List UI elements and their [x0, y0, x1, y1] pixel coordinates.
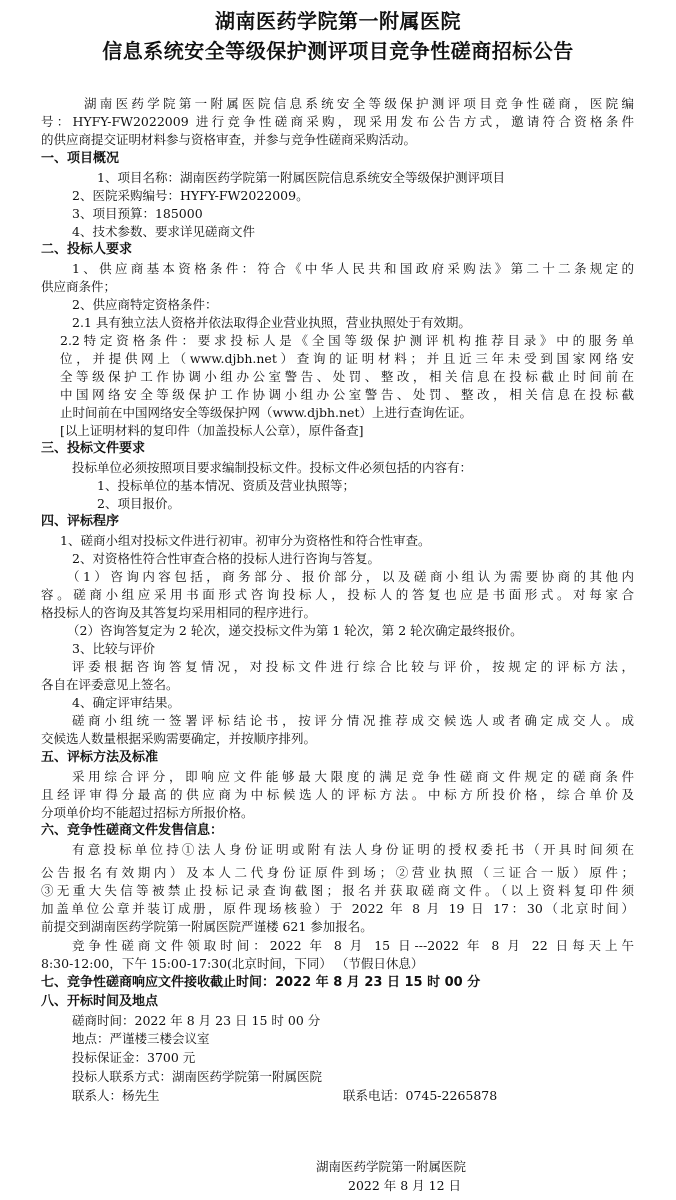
- procedure-line: 容。磋商小组应采用书面形式咨询投标人，投标人的答复也应是书面形式。对每家合: [41, 587, 634, 602]
- procedure-line: 3、比较与评价: [72, 641, 155, 656]
- footer-organization: 湖南医药学院第一附属医院: [316, 1159, 467, 1174]
- procedure-line: 各自在评委意见上签名。: [41, 677, 179, 692]
- requirement-line: 全等级保护工作协调小组办公室警告、处罚、整改，相关信息在投标截止时间前在: [60, 369, 634, 384]
- project-budget: 3、项目预算：185000: [72, 206, 203, 221]
- section-heading-bidder-requirements: 二、投标人要求: [41, 242, 133, 257]
- section-heading-opening-time-place: 八、开标时间及地点: [41, 994, 159, 1009]
- bid-document-line: 2、项目报价。: [97, 496, 180, 511]
- requirement-line: 止时间前在中国网络安全等级保护网（www.djbh.net）上进行查询佐证。: [60, 405, 472, 420]
- section-heading-response-deadline: 七、竞争性磋商响应文件接收截止时间：2022 年 8 月 23 日 15 时 00 分: [41, 975, 481, 990]
- sale-line: 有意投标单位持①法人身份证明或附有法人身份证明的授权委托书（开具时间须在: [72, 842, 634, 857]
- requirement-line: 2.1 具有独立法人资格并依法取得企业营业执照，营业执照处于有效期。: [72, 315, 471, 330]
- sale-line: 公告报名有效期内）及本人二代身份证原件到场；②营业执照（三证合一版）原件；: [41, 865, 634, 880]
- intro-line: 湖南医药学院第一附属医院信息系统安全等级保护测评项目竞争性磋商，医院编: [84, 96, 634, 111]
- section-heading-document-sale: 六、竞争性磋商文件发售信息：: [41, 823, 224, 838]
- bid-document-line: 投标单位必须按照项目要求编制投标文件。投标文件必须包括的内容有：: [72, 460, 473, 475]
- purchase-number: 2、医院采购编号：HYFY-FW2022009。: [72, 188, 309, 203]
- procedure-line: 1、磋商小组对投标文件进行初审。初审分为资格性和符合性审查。: [60, 533, 431, 548]
- procedure-line: （2）咨询答复定为 2 轮次，递交投标文件为第 1 轮次，第 2 轮次确定最终报价。: [67, 623, 523, 638]
- procedure-line: 评委根据咨询答复情况，对投标文件进行综合比较与评价，按规定的评标方法，: [72, 659, 634, 674]
- method-line: 且经评审得分最高的供应商为中标候选人的评标方法。中标方所投价格，综合单价及: [41, 787, 634, 802]
- document-title-hospital: 湖南医药学院第一附属医院: [215, 9, 461, 33]
- requirement-line: 2、供应商特定资格条件：: [72, 297, 218, 312]
- method-line: 分项单价均不能超过招标方所报价格。: [41, 805, 254, 820]
- procedure-line: （1）咨询内容包括，商务部分、报价部分，以及磋商小组认为需要协商的其他内: [67, 569, 634, 584]
- section-heading-evaluation-procedure: 四、评标程序: [41, 514, 120, 529]
- requirement-line: [以上证明材料的复印件（加盖投标人公章），原件备查]: [60, 423, 364, 438]
- requirement-line: 中国网络安全等级保护工作协调小组办公室警告、处罚、整改，相关信息在投标截: [60, 387, 634, 402]
- footer-date: 2022 年 8 月 12 日: [348, 1178, 462, 1193]
- procedure-line: 4、确定评审结果。: [72, 695, 180, 710]
- procedure-line: 2、对资格性符合性审查合格的投标人进行咨询与答复。: [72, 551, 380, 566]
- section-heading-evaluation-method: 五、评标方法及标准: [41, 750, 159, 765]
- sale-line: 前提交到湖南医药学院第一附属医院严谨楼 621 参加报名。: [41, 919, 373, 934]
- intro-line: 号：HYFY-FW2022009 进行竞争性磋商采购，现采用发布公告方式，邀请符合资格条件: [41, 114, 634, 129]
- requirement-line: 1、供应商基本资格条件：符合《中华人民共和国政府采购法》第二十二条规定的: [72, 261, 634, 276]
- bid-deposit: 投标保证金：3700 元: [72, 1050, 196, 1065]
- opening-location: 地点：严谨楼三楼会议室: [72, 1031, 210, 1046]
- project-name: 1、项目名称：湖南医药学院第一附属医院信息系统安全等级保护测评项目: [97, 170, 505, 185]
- requirement-line: 位，并提供网上（www.djbh.net）查询的证明材料；并且近三年未受到国家网络安: [60, 351, 634, 366]
- bid-document-line: 1、投标单位的基本情况、资质及营业执照等；: [97, 478, 355, 493]
- sale-line: 8:30-12:00，下午 15:00-17:30(北京时间，下同） （节假日休息）: [41, 956, 424, 971]
- method-line: 采用综合评分，即响应文件能够最大限度的满足竞争性磋商文件规定的磋商条件: [72, 769, 634, 784]
- section-heading-project-overview: 一、项目概况: [41, 151, 120, 166]
- bidder-contact-org: 投标人联系方式：湖南医药学院第一附属医院: [72, 1069, 323, 1084]
- procedure-line: 格投标人的咨询及其答复均采用相同的程序进行。: [41, 605, 317, 620]
- opening-time: 磋商时间：2022 年 8 月 23 日 15 时 00 分: [72, 1013, 321, 1028]
- sale-line: 加盖单位公章并装订成册，原件现场核验）于 2022 年 8 月 19 日 17：30（北京时间）: [41, 901, 634, 916]
- document-title-notice: 信息系统安全等级保护测评项目竞争性磋商招标公告: [102, 39, 574, 63]
- procedure-line: 磋商小组统一签署评标结论书，按评分情况推荐成交候选人或者确定成交人。成: [72, 713, 634, 728]
- sale-line: 竞争性磋商文件领取时间：2022 年 8 月 15 日---2022 年 8 月 22 日每天上午: [72, 938, 634, 953]
- technical-requirements: 4、技术参数、要求详见磋商文件: [72, 224, 255, 239]
- intro-line: 的供应商提交证明材料参与资格审查，并参与竞争性磋商采购活动。: [41, 132, 417, 147]
- requirement-line: 供应商条件；: [41, 279, 117, 294]
- requirement-line: 2.2特定资格条件：要求投标人是《全国等级保护测评机构推荐目录》中的服务单: [60, 333, 634, 348]
- contact-phone: 联系电话：0745-2265878: [343, 1088, 498, 1103]
- section-heading-bid-documents: 三、投标文件要求: [41, 441, 146, 456]
- contact-person: 联系人：杨先生: [72, 1088, 160, 1103]
- procedure-line: 交候选人数量根据采购需要确定，并按顺序排列。: [41, 731, 317, 746]
- sale-line: ③无重大失信等被禁止投标记录查询截图；报名并获取磋商文件。（以上资料复印件须: [41, 883, 634, 898]
